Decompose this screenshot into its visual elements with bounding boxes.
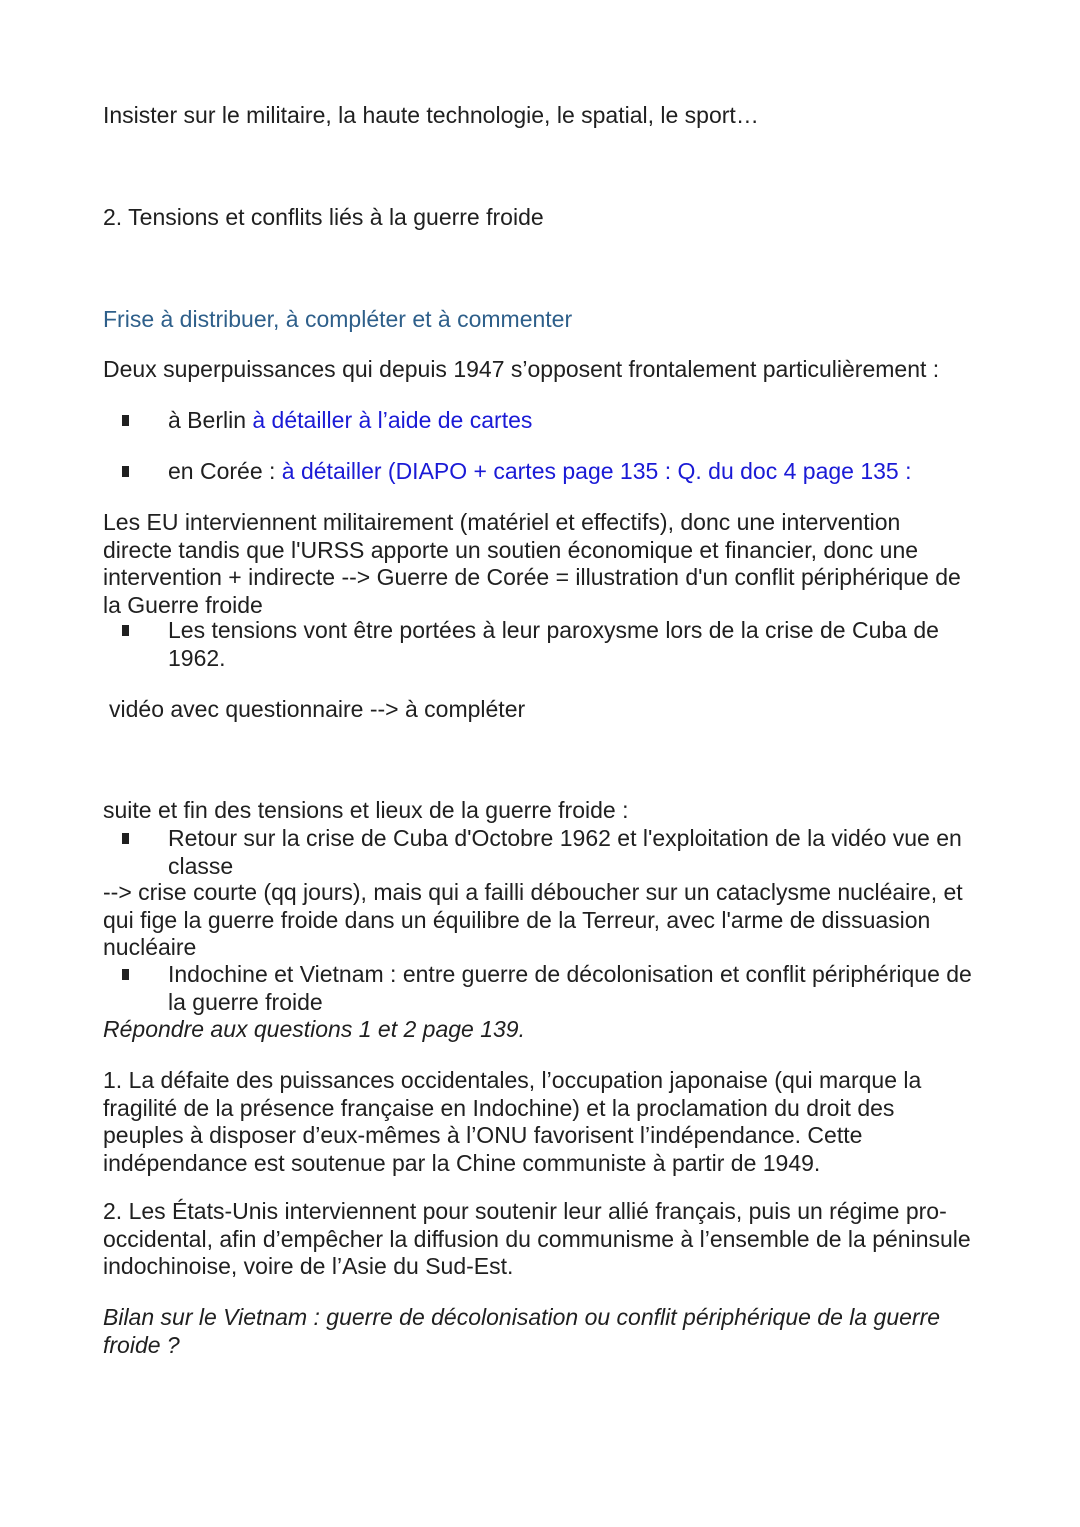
bullet-icon (122, 625, 129, 636)
crise-paragraph: --> crise courte (qq jours), mais qui a failli déboucher sur un cataclysme nucléaire, et qui fige la guerre froide dans un équilibre de la Terreur, avec l'arme de dissuasion nucléaire (103, 879, 963, 960)
list-item-indochine: Indochine et Vietnam : entre guerre de décolonisation et conflit périphérique de la guerre froide (168, 961, 972, 1015)
bullet-icon (122, 415, 129, 426)
intro-line: Insister sur le militaire, la haute technologie, le spatial, le sport… (103, 102, 759, 128)
berlin-link[interactable]: à détailler à l’aide de cartes (252, 407, 533, 433)
coree-link[interactable]: à détailler (DIAPO + cartes page 135 : Q. du doc 4 page 135 : (281, 458, 912, 484)
bilan-line: Bilan sur le Vietnam : guerre de décolonisation ou conflit périphérique de la guerre froide ? (103, 1304, 941, 1358)
suite-line: suite et fin des tensions et lieux de la guerre froide : (103, 797, 629, 823)
frise-heading: Frise à distribuer, à compléter et à commenter (103, 306, 573, 332)
bullet-icon (122, 969, 129, 980)
section-heading: 2. Tensions et conflits liés à la guerre froide (103, 204, 544, 230)
intervention-paragraph: Les EU interviennent militairement (matériel et effectifs), donc une intervention directe tandis que l'URSS apporte un soutien économique et financier, donc une intervention + indirecte --> Guerre de Corée = illustration d'un conflit périphérique de la Guerre froide (103, 509, 961, 618)
superpowers-intro: Deux superpuissances qui depuis 1947 s’opposent frontalement particulièrement : (103, 356, 940, 382)
bullet-icon (122, 833, 129, 844)
answer-2: 2. Les États-Unis interviennent pour soutenir leur allié français, puis un régime pro-occidental, afin d’empêcher la diffusion du communisme à l’ensemble de la péninsule indochinoise, voire de l’Asie du Sud-Est. (103, 1198, 971, 1279)
coree-text: en Corée : (168, 458, 282, 484)
instruction-line: Répondre aux questions 1 et 2 page 139. (103, 1016, 525, 1042)
list-item-tensions: Les tensions vont être portées à leur paroxysme lors de la crise de Cuba de 1962. (168, 617, 939, 671)
bullet-icon (122, 466, 129, 477)
list-item-retour: Retour sur la crise de Cuba d'Octobre 1962 et l'exploitation de la vidéo vue en classe (168, 825, 962, 879)
berlin-text: à Berlin (168, 407, 253, 433)
answer-1: 1. La défaite des puissances occidentales, l’occupation japonaise (qui marque la fragilité de la présence française en Indochine) et la proclamation du droit des peuples à disposer d’eux-mêmes à l’ONU favorisent l’indépendance. Cette indépendance est soutenue par la Chine communiste à partir de 1949. (103, 1067, 922, 1176)
video-line: vidéo avec questionnaire --> à compléter (109, 696, 526, 722)
list-item-coree (168, 458, 978, 486)
list-item-berlin (168, 407, 978, 435)
